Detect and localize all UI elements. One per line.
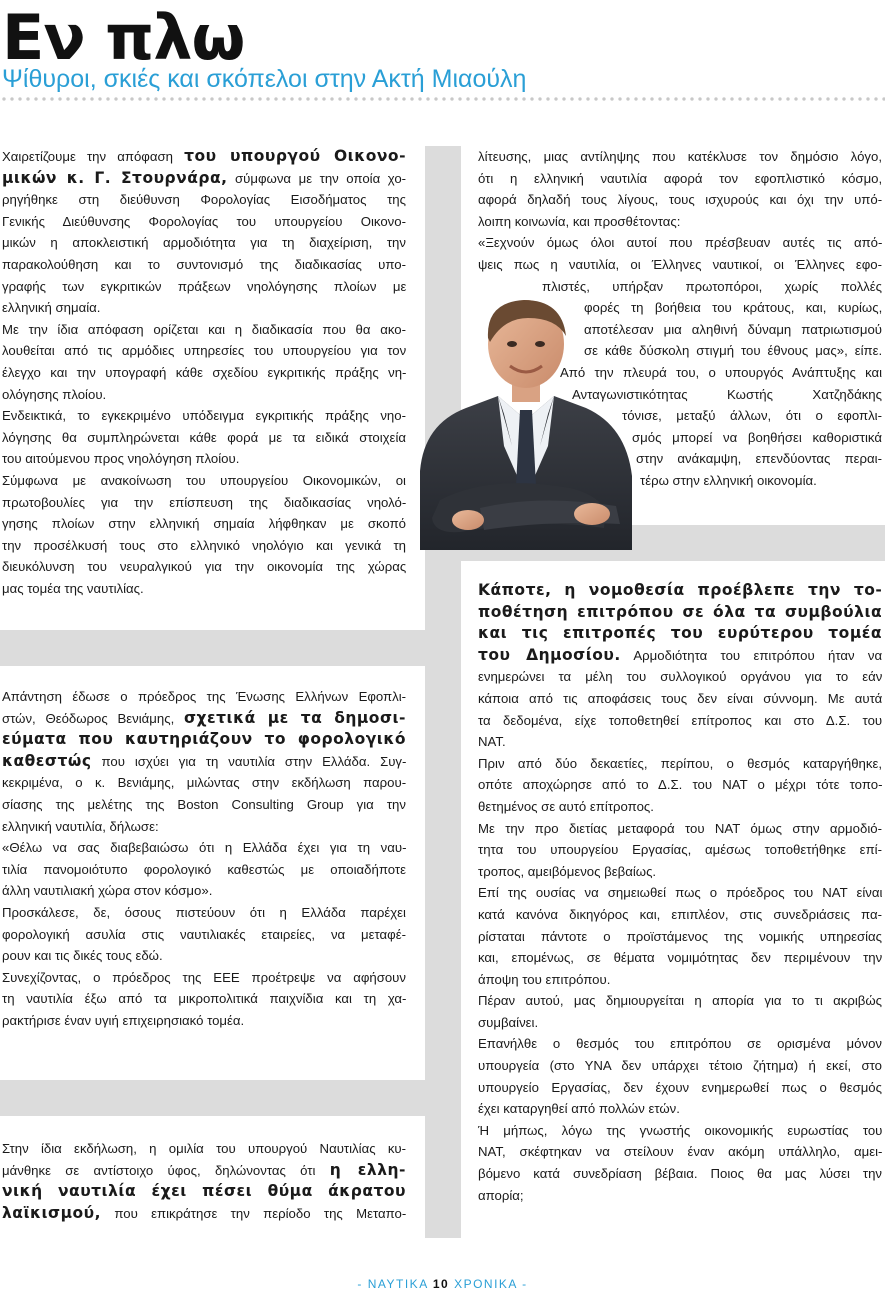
text-segment: ΝΑΤ, σκέφτηκαν να στείλουν έναν ακόμη υπάλληλο, αμει- [478, 1144, 883, 1160]
text-line [2, 924, 406, 946]
text-line [636, 448, 882, 470]
text-segment: άποψη του επιτρόπου. [478, 971, 611, 987]
text-segment: «Ξεχνούν όμως όλοι αυτοί που πρέσβευαν αυτές τις από- [478, 235, 883, 251]
text-line [2, 816, 406, 838]
text-line [478, 839, 882, 861]
text-segment: ρηγήθηκε στη διεύθυνση Φορολογίας Εισοδήματος της [2, 192, 406, 208]
text-segment: βόμενο κατά συνεδρίαση βέβαια. Ποιος θα μας λύσει την [478, 1166, 882, 1182]
text-line [2, 319, 406, 341]
text-segment: ολόγησης πλοίου. [2, 386, 107, 402]
text-line [478, 731, 882, 753]
column-title: Εν πλω [2, 1, 245, 74]
text-line [478, 796, 882, 818]
text-segment: υπουργεία (στο ΥΝΑ δεν υπάρχει τέτοιο ζήτημα) ή εκεί, στο [478, 1058, 882, 1074]
text-line [2, 859, 406, 881]
text-segment: ελληνική σημαία. [2, 300, 101, 316]
text-segment: σμός μπορεί να βοηθήσει καθοριστικά [632, 429, 882, 445]
bold-highlight: και τις επιτροπές του ευρύτερου τομέα [478, 624, 882, 643]
text-line [2, 1138, 406, 1160]
footer-right: ΧΡΟΝΙΚΑ - [449, 1277, 528, 1291]
text-line [478, 882, 882, 904]
text-segment: συμβαίνει. [478, 1014, 539, 1030]
text-line [584, 340, 882, 362]
text-segment: γησης πλοίων στην ελληνική σημαία λήφθηκαν με σκοπό [2, 516, 406, 532]
text-segment: διευκόλυνση του νευραλγικού για την οικονομία της χώρας [2, 559, 407, 575]
text-segment: Σύμφωνα με ανακοίνωση του υπουργείου Οικονομικών, οι [2, 472, 406, 488]
text-line [478, 818, 882, 840]
text-line [478, 168, 882, 190]
column-subtitle: Ψίθυροι, σκιές και σκόπελοι στην Ακτή Μιαούλη [2, 65, 527, 93]
text-segment: υπουργείο Εργασίας, δεν έχουν ενημερωθεί πως ο θεσμός [478, 1079, 882, 1095]
page-number: 10 [432, 1277, 450, 1291]
article-column-left-2 [2, 686, 406, 1032]
article-column-right-1 [478, 146, 882, 492]
text-segment: Γενικής Διεύθυνσης Φορολογίας του υπουργείου Οικονο- [2, 213, 406, 229]
text-line [2, 470, 406, 492]
text-line [584, 319, 882, 341]
text-line [2, 232, 406, 254]
text-line [2, 513, 406, 535]
text-line [2, 837, 406, 859]
text-line [2, 1181, 406, 1203]
text-segment: Από την πλευρά του, ο υπουργός Ανάπτυξης και [560, 364, 883, 380]
text-segment: φορολογική ασυλία στις ναυτιλιακές εταιρείες, να μεταφέ- [2, 926, 406, 942]
text-segment: Χαιρετίζουμε την απόφαση [2, 149, 185, 164]
text-segment: τη ναυτιλία έξω από τα μικροπολιτικά παιχνίδια και τη χα- [2, 991, 407, 1007]
text-segment: που ισχύει για τη ναυτιλία στην Ελλάδα. Συγ- [91, 753, 407, 769]
text-line [2, 1203, 406, 1225]
text-segment: πλιστές, υπήρξαν πρωτοπόροι, χωρίς πολλές [542, 278, 882, 294]
text-line [2, 945, 406, 967]
text-line [478, 1077, 882, 1099]
bold-highlight: η ελλη- [329, 1160, 406, 1179]
text-line [2, 276, 406, 298]
bold-highlight: ποθέτηση επιτρόπου σε όλα τα συμβούλια [478, 602, 883, 621]
text-line [2, 189, 406, 211]
text-segment: Ή μήπως, λόγω της γνωστής οικονομικής ευρωστίας του [478, 1122, 883, 1138]
text-segment: τροπος, αμειβόμενος βεβαίως. [478, 863, 657, 879]
text-line [2, 1160, 406, 1182]
text-segment: Συνεχίζοντας, ο πρόεδρος της ΕΕΕ προέτρεψε να αφήσουν [2, 969, 406, 985]
text-segment: έχει καταργηθεί από πολλών ετών. [478, 1101, 680, 1117]
text-line [2, 405, 406, 427]
text-segment: «Θέλω να σας διαβεβαιώσω ότι η Ελλάδα έχει για τη ναυ- [2, 840, 407, 856]
page-footer [0, 1277, 885, 1291]
text-line [2, 686, 406, 708]
text-line [478, 1098, 882, 1120]
text-segment: κατά κανόνα δικηγόρος και, επιπλέον, στις συνεδριάσεις πα- [478, 906, 882, 922]
text-segment: γραφής των εγκριτικών πράξεων νηολόγησης πλοίων με [2, 278, 407, 294]
text-segment: ΝΑΤ. [478, 734, 506, 750]
text-segment: Επί της ουσίας να σημειωθεί πως ο πρόεδρος του ΝΑΤ είναι [478, 885, 883, 901]
text-line [2, 578, 406, 600]
text-segment: άλλη ναυτιλιακή χώρα στον κόσμο». [2, 883, 213, 899]
text-line [478, 990, 882, 1012]
text-segment: ψεις πως η ναυτιλία, οι Έλληνες ναυτικοί, οι Έλληνες εφο- [478, 256, 882, 272]
text-line [478, 1012, 882, 1034]
text-line [2, 492, 406, 514]
text-segment: στών, Θεόδωρος Βενιάμης, [2, 710, 184, 726]
article-column-left-3 [2, 1138, 406, 1224]
dotted-divider [0, 96, 885, 102]
text-segment: κεκριμένα, ο κ. Βενιάμης, μιλώντας στην εκδήλωση παρου- [2, 775, 407, 791]
text-segment: φορές τη βοήθεια του κράτους, και, κυρίως, [584, 300, 883, 316]
text-segment: ρουν και τις δικές τους εδώ. [2, 948, 163, 964]
text-line [478, 861, 882, 883]
text-line [542, 276, 882, 298]
text-line [2, 794, 406, 816]
text-line [560, 362, 882, 384]
text-segment: θετημένος σε αυτό επίτροπος. [478, 798, 654, 814]
text-line [2, 988, 406, 1010]
bold-highlight: εύματα που καυτηριάζουν το φορολογικό [2, 730, 406, 749]
text-line [2, 967, 406, 989]
text-line [2, 362, 406, 384]
text-line [478, 1141, 882, 1163]
text-line [478, 232, 882, 254]
text-line [478, 1185, 882, 1207]
bold-highlight: σχετικά με τα δημοσι- [183, 708, 406, 727]
text-line [2, 880, 406, 902]
text-line [478, 1163, 882, 1185]
text-segment: αποτέλεσαν μια αληθινή δύναμη πατριωτισμού [584, 321, 882, 337]
text-line [478, 211, 882, 233]
text-line [2, 1010, 406, 1032]
text-segment: μας τομέα της ναυτιλίας. [2, 580, 144, 596]
text-segment: ενημερώνει τα μέλη του συλλογικού οργάνου για το εάν [478, 669, 883, 685]
text-line [2, 340, 406, 362]
text-segment: Επανήλθε ο θεσμός του επιτρόπου σε ορισμένα μόνον [478, 1036, 882, 1052]
text-line [478, 904, 882, 926]
text-line [2, 168, 406, 190]
text-segment: Στην ίδια εκδήλωση, η ομιλία του υπουργού Ναυτιλίας κυ- [2, 1141, 407, 1156]
text-line [2, 772, 406, 794]
text-line [478, 666, 882, 688]
bold-highlight: μικών κ. Γ. Στουρνάρα, [2, 168, 228, 187]
text-segment: και, επομένως, σε θέματα νομιμότητας δεν περιμένουν την [478, 950, 883, 966]
text-segment: τιλία πανομοιότυπο φορολογικό καθεστώς με οποιαδήποτε [2, 861, 406, 877]
text-line [478, 774, 882, 796]
text-segment: ρίσταται πάντοτε ο προϊστάμενος της νομικής υπηρεσίας [478, 928, 882, 944]
text-line [478, 254, 882, 276]
gray-panel-left-2 [0, 1080, 425, 1116]
text-line [2, 427, 406, 449]
text-line [640, 470, 882, 492]
text-line [478, 580, 882, 602]
text-line [572, 384, 882, 406]
gray-panel-left-1 [0, 630, 425, 666]
text-line [622, 405, 882, 427]
text-line [478, 710, 882, 732]
text-line [2, 535, 406, 557]
text-segment: έλεγχο και την υπογραφή κάθε σχεδίου εγκριτικής πράξης νη- [2, 364, 407, 380]
text-line [2, 729, 406, 751]
text-line [478, 1033, 882, 1055]
text-line [584, 297, 882, 319]
text-segment: μάνθηκε σε αντίστοιχο ύφος, δηλώνοντας ότι [2, 1162, 330, 1178]
text-segment: τα δεδομένα, είχε τοποθετηθεί επίτροπος και στο Δ.Σ. του [478, 712, 883, 728]
text-segment: μικών η αποκλειστική αρμοδιότητα για τη διαχείριση, την [2, 235, 406, 251]
text-segment: Πριν από δύο δεκαετίες, περίπου, ο θεσμός καταργήθηκε, [478, 755, 882, 771]
text-line [2, 708, 406, 730]
text-line [2, 384, 406, 406]
text-segment: τέρω στην ελληνική οικονομία. [640, 472, 817, 488]
text-line [2, 751, 406, 773]
text-line [2, 211, 406, 233]
text-segment: που επικράτησε την περίοδο της Μεταπο- [101, 1205, 407, 1221]
bold-highlight: λαϊκισμού, [2, 1203, 102, 1222]
text-line [478, 1055, 882, 1077]
text-segment: την προσέλκυσή τους στο ελληνικό νηολόγιο και γενικά τη [2, 537, 406, 553]
text-segment: Αρμοδιότητα του επιτρόπου ήταν να [620, 647, 883, 663]
text-segment: ρακτήρισε έναν υγιή επιχειρησιακό τομέα. [2, 1012, 245, 1028]
text-line [478, 947, 882, 969]
text-segment: Απάντηση έδωσε ο πρόεδρος της Ένωσης Ελλήνων Εφοπλι- [2, 689, 407, 704]
text-segment: παρακολούθηση και το συντονισμό της διαδικασίας υπο- [2, 256, 406, 272]
text-line [2, 448, 406, 470]
masthead [0, 0, 885, 110]
text-line [478, 623, 882, 645]
text-segment: κάποια από τις αποφάσεις τους δεν είναι σύννομη. Με αυτά [478, 690, 883, 706]
bold-highlight: του υπουργού Οικονο- [184, 147, 407, 165]
text-segment: Πέραν αυτού, μας δημιουργείται η απορία για το τι ακριβώς [478, 993, 882, 1009]
text-segment: απορία; [478, 1187, 524, 1203]
bold-highlight: Κάποτε, η νομοθεσία προέβλεπε την το- [478, 581, 883, 599]
text-segment: τητα του υπουργείου Εργασίας, αμέσως τοποθετήθηκε επί- [478, 842, 882, 858]
text-line [2, 297, 406, 319]
text-segment: Ανταγωνιστικότητας Κωστής Χατζηδάκης [572, 386, 882, 402]
text-line [478, 926, 882, 948]
text-segment: σύμφωνα με την οποία χο- [227, 170, 407, 186]
text-segment: λίτευσης, μιας αντίληψης που κατέκλυσε τον δημόσιο λόγο, [478, 149, 882, 164]
text-line [2, 146, 406, 168]
text-line [632, 427, 882, 449]
text-segment: λουθείται από τις αρμόδιες υπηρεσίες του υπουργείου για τον [2, 343, 407, 359]
text-segment: του αιτούμενου προς νηολόγηση πλοίου. [2, 451, 240, 467]
text-segment: ότι η ελληνική ναυτιλία αφορά τον εφοπλιστικό κόσμο, [478, 170, 883, 186]
text-line [478, 753, 882, 775]
text-line [478, 189, 882, 211]
text-line [2, 254, 406, 276]
text-line [478, 1120, 882, 1142]
text-line [478, 969, 882, 991]
text-segment: πρωτοβουλίες για την επίσπευση της διαδικασίας νηολό- [2, 494, 407, 510]
text-segment: αφορά δηλαδή τους λίγους, τους ισχυρούς και όχι την υπό- [478, 192, 883, 208]
text-line [478, 688, 882, 710]
text-line [478, 146, 882, 168]
text-segment: Με την προ διετίας μεταφορά του ΝΑΤ όμως στην αρμοδιό- [478, 820, 882, 836]
text-segment: λοιπη κοινωνία, και προσθέτοντας: [478, 213, 681, 229]
text-segment: Ενδεικτικά, το εγκεκριμένο υπόδειγμα εγκριτικής πράξης νηο- [2, 408, 406, 424]
text-segment: στην ανάκαμψη, επενδύοντας περαι- [636, 451, 882, 467]
text-segment: ελληνική ναυτιλία, δήλωσε: [2, 818, 159, 834]
text-line [2, 556, 406, 578]
text-line [478, 645, 882, 667]
article-column-left-1 [2, 146, 406, 599]
article-column-right-2 [478, 580, 882, 1206]
text-line [478, 602, 882, 624]
text-segment: τόνισε, μεταξύ άλλων, ότι ο εφοπλι- [622, 408, 882, 424]
bold-highlight: του Δημοσίου. [478, 645, 621, 664]
text-segment: Προσκάλεσε, δε, όσους πιστεύουν ότι η Ελλάδα παρέχει [2, 904, 406, 920]
footer-left: - ΝΑΥΤΙΚΑ [357, 1277, 433, 1291]
text-line [2, 902, 406, 924]
text-segment: οπότε αποχώρησε από το Δ.Σ. του ΝΑΤ ο μέχρι τότε τοπο- [478, 777, 883, 793]
text-segment: σίασης της μελέτης της Boston Consulting Group για την [2, 796, 406, 812]
bold-highlight: καθεστώς [2, 751, 92, 770]
text-segment: Με την ίδια απόφαση ορίζεται και η διαδικασία που θα ακο- [2, 321, 406, 337]
text-segment: λόγησης θα συμπληρώνεται κάθε φορά με τα ειδικά στοιχεία [2, 429, 406, 445]
text-segment: σε κάθε δύσκολη στιγμή του έθνους μας», είπε. [584, 343, 883, 359]
bold-highlight: νική ναυτιλία έχει πέσει θύμα άκρατου [2, 1182, 406, 1201]
